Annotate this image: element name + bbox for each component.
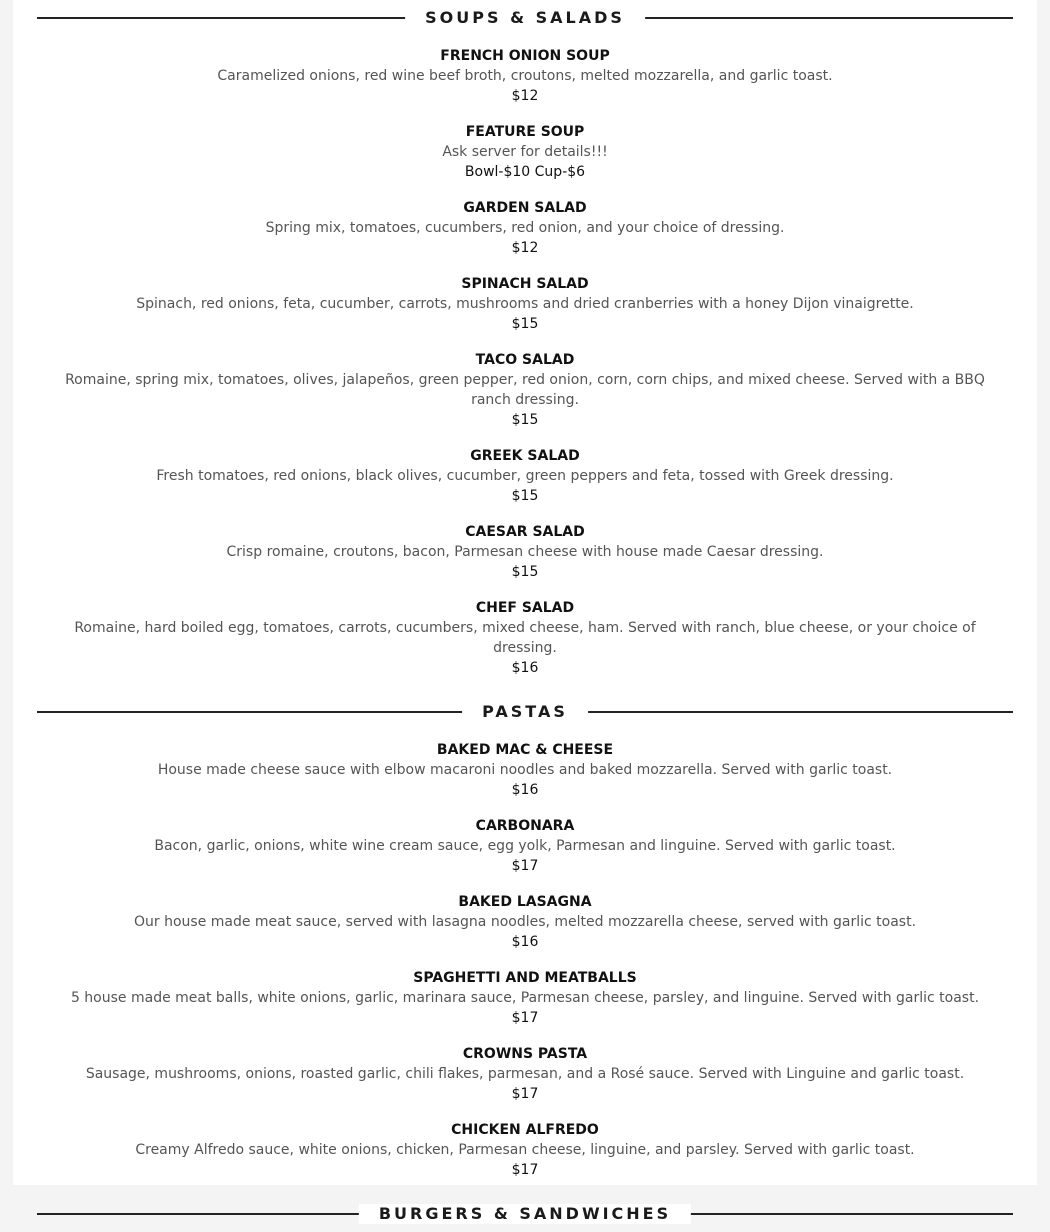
item-price: $12 — [511, 88, 539, 104]
section-title: PASTAS — [462, 702, 588, 722]
item-description: Caramelized onions, red wine beef broth, croutons, melted mozzarella, and garlic toast. — [217, 68, 833, 84]
item-price: $17 — [511, 858, 539, 874]
item-price: $17 — [511, 1010, 539, 1026]
item-price: $17 — [511, 1086, 539, 1102]
item-name: SPINACH SALAD — [461, 276, 589, 292]
menu-section — [13, 694, 1037, 1180]
section-header — [37, 1196, 1013, 1232]
menu-item — [43, 122, 1007, 182]
item-description: Creamy Alfredo sauce, white onions, chicken, Parmesan cheese, linguine, and parsley. Served with garlic toast. — [135, 1142, 915, 1158]
item-price: $12 — [511, 240, 539, 256]
item-name: TACO SALAD — [475, 352, 575, 368]
item-price: $16 — [511, 782, 539, 798]
menu-page — [13, 0, 1037, 1223]
menu-item — [43, 198, 1007, 258]
item-name: BAKED LASAGNA — [458, 894, 592, 910]
item-description: Crisp romaine, croutons, bacon, Parmesan cheese with house made Caesar dressing. — [226, 544, 824, 560]
item-price: $17 — [511, 1162, 539, 1178]
item-name: FEATURE SOUP — [465, 124, 585, 140]
item-description: Spring mix, tomatoes, cucumbers, red onion, and your choice of dressing. — [265, 220, 785, 236]
item-name: CROWNS PASTA — [462, 1046, 588, 1062]
item-name: CAESAR SALAD — [465, 524, 585, 540]
menu-section — [13, 0, 1037, 678]
item-name: GREEK SALAD — [470, 448, 580, 464]
menu-item — [43, 274, 1007, 334]
menu-item — [43, 892, 1007, 952]
menu-item — [43, 1120, 1007, 1180]
section-header — [37, 694, 1013, 730]
menu-item-list — [13, 730, 1037, 1180]
item-price: $15 — [511, 564, 539, 580]
item-price: $15 — [511, 488, 539, 504]
item-description: Spinach, red onions, feta, cucumber, carrots, mushrooms and dried cranberries with a honey Dijon vinaigrette. — [136, 296, 914, 312]
item-description: Ask server for details!!! — [442, 144, 608, 160]
menu-item — [43, 522, 1007, 582]
item-name: BAKED MAC & CHEESE — [436, 742, 614, 758]
section-title: BURGERS & SANDWICHES — [359, 1204, 691, 1224]
item-name: CHEF SALAD — [475, 600, 575, 616]
menu-item — [43, 968, 1007, 1028]
menu-item — [43, 740, 1007, 800]
section-title: SOUPS & SALADS — [405, 8, 645, 28]
item-name: FRENCH ONION SOUP — [440, 48, 610, 64]
item-price: $15 — [511, 412, 539, 428]
menu-item — [43, 46, 1007, 106]
menu-section — [13, 1196, 1037, 1232]
menu — [13, 0, 1037, 1232]
item-description: Sausage, mushrooms, onions, roasted garlic, chili flakes, parmesan, and a Rosé sauce. Served with Linguine and garlic toast. — [85, 1066, 965, 1082]
item-price: Bowl-$10 Cup-$6 — [464, 164, 586, 180]
menu-item — [43, 350, 1007, 430]
item-description: Bacon, garlic, onions, white wine cream sauce, egg yolk, Parmesan and linguine. Served with garlic toast. — [154, 838, 896, 854]
menu-item — [43, 816, 1007, 876]
item-description: Romaine, hard boiled egg, tomatoes, carrots, cucumbers, mixed cheese, ham. Served with ranch, blue cheese, or your choice of dressing. — [74, 620, 976, 656]
item-name: CARBONARA — [475, 818, 575, 834]
item-price: $16 — [511, 660, 539, 676]
item-description: 5 house made meat balls, white onions, garlic, marinara sauce, Parmesan cheese, parsley, and linguine. Served with garlic toast. — [70, 990, 980, 1006]
item-description: Fresh tomatoes, red onions, black olives, cucumber, green peppers and feta, tossed with Greek dressing. — [156, 468, 894, 484]
item-name: GARDEN SALAD — [463, 200, 587, 216]
item-description: Our house made meat sauce, served with lasagna noodles, melted mozzarella cheese, served with garlic toast. — [133, 914, 917, 930]
menu-item — [43, 598, 1007, 678]
item-price: $15 — [511, 316, 539, 332]
section-header — [37, 0, 1013, 36]
menu-item — [43, 446, 1007, 506]
item-description: House made cheese sauce with elbow macaroni noodles and baked mozzarella. Served with garlic toast. — [157, 762, 893, 778]
item-price: $16 — [511, 934, 539, 950]
item-description: Romaine, spring mix, tomatoes, olives, jalapeños, green pepper, red onion, corn, corn chips, and mixed cheese. Served with a BBQ ranch dressing. — [65, 372, 985, 408]
menu-item-list — [13, 36, 1037, 678]
item-name: CHICKEN ALFREDO — [451, 1122, 599, 1138]
item-name: SPAGHETTI AND MEATBALLS — [413, 970, 637, 986]
menu-item — [43, 1044, 1007, 1104]
